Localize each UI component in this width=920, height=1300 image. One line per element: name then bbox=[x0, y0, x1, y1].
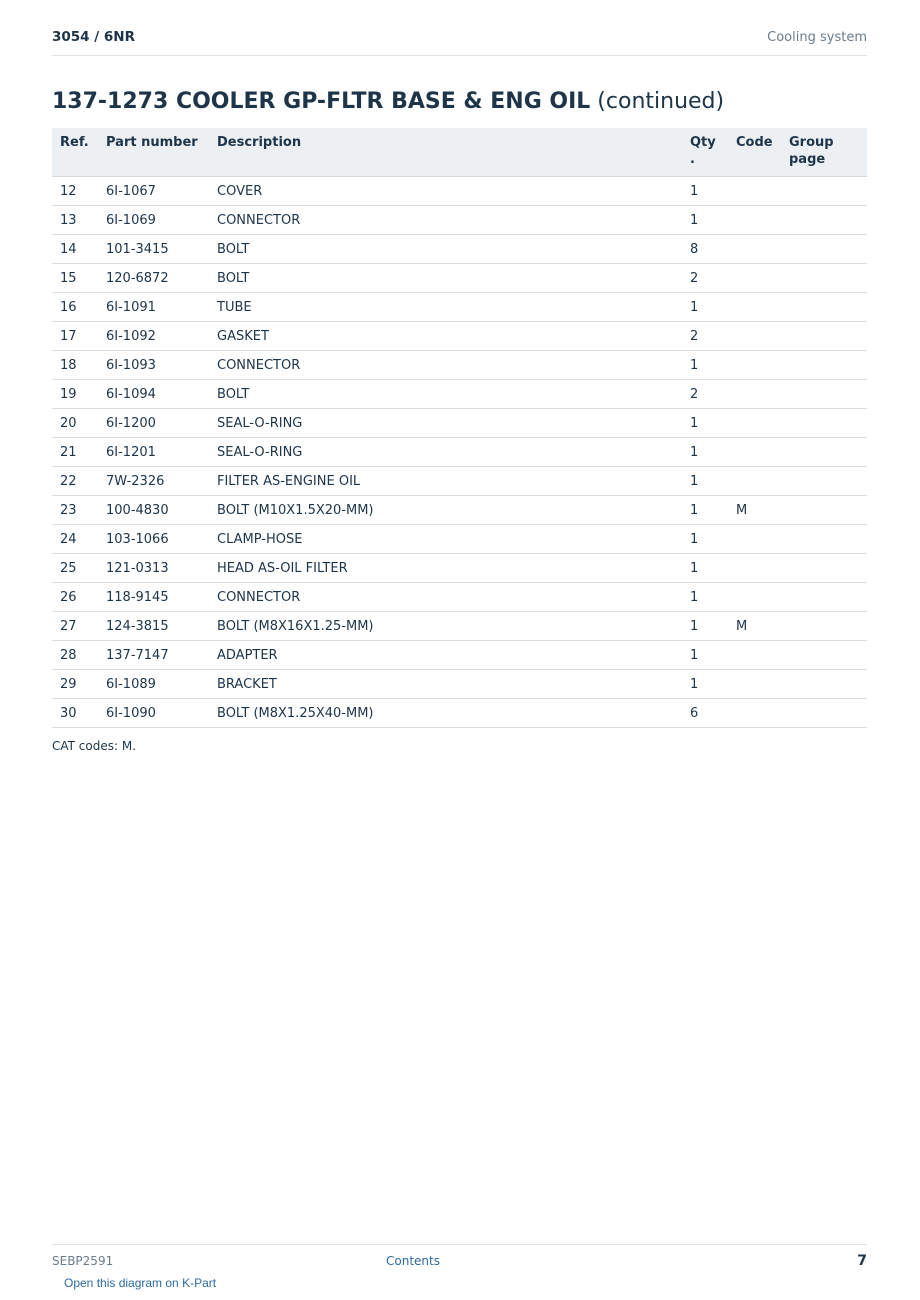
column-header-part-number: Part number bbox=[98, 128, 209, 177]
cell-ref: 14 bbox=[52, 235, 98, 264]
cell-description: BOLT (M8X16X1.25-MM) bbox=[209, 612, 682, 641]
cell-qty: 1 bbox=[682, 467, 728, 496]
table-row bbox=[52, 322, 867, 351]
cell-description: COVER bbox=[209, 177, 682, 206]
group-title: 137-1273 COOLER GP-FLTR BASE & ENG OIL bbox=[52, 89, 591, 114]
cell-code: M bbox=[728, 612, 781, 641]
cell-part-number: 6I-1201 bbox=[98, 438, 209, 467]
cell-description: GASKET bbox=[209, 322, 682, 351]
cell-code bbox=[728, 351, 781, 380]
column-header-qty bbox=[682, 128, 728, 177]
cell-code bbox=[728, 380, 781, 409]
cell-part-number: 124-3815 bbox=[98, 612, 209, 641]
table-row bbox=[52, 264, 867, 293]
column-header-group-page bbox=[781, 128, 867, 177]
cell-group-page bbox=[781, 351, 867, 380]
cell-ref: 28 bbox=[52, 641, 98, 670]
cell-group-page bbox=[781, 380, 867, 409]
cell-group-page bbox=[781, 177, 867, 206]
table-row bbox=[52, 177, 867, 206]
cell-part-number: 6I-1200 bbox=[98, 409, 209, 438]
cell-code bbox=[728, 670, 781, 699]
cell-description: ADAPTER bbox=[209, 641, 682, 670]
cell-group-page bbox=[781, 525, 867, 554]
cell-qty: 8 bbox=[682, 235, 728, 264]
cell-part-number: 101-3415 bbox=[98, 235, 209, 264]
cell-group-page bbox=[781, 670, 867, 699]
parts-table-body bbox=[52, 177, 867, 728]
cell-group-page bbox=[781, 264, 867, 293]
cell-group-page bbox=[781, 409, 867, 438]
cell-qty: 1 bbox=[682, 583, 728, 612]
cell-qty: 1 bbox=[682, 206, 728, 235]
cell-description: TUBE bbox=[209, 293, 682, 322]
cell-qty: 1 bbox=[682, 496, 728, 525]
cell-part-number: 6I-1069 bbox=[98, 206, 209, 235]
cell-code bbox=[728, 293, 781, 322]
cell-group-page bbox=[781, 438, 867, 467]
cell-ref: 19 bbox=[52, 380, 98, 409]
cell-description: BOLT (M10X1.5X20-MM) bbox=[209, 496, 682, 525]
cell-part-number: 6I-1067 bbox=[98, 177, 209, 206]
cell-qty: 2 bbox=[682, 380, 728, 409]
table-row bbox=[52, 380, 867, 409]
table-row bbox=[52, 583, 867, 612]
cell-group-page bbox=[781, 699, 867, 728]
cell-ref: 22 bbox=[52, 467, 98, 496]
cell-group-page bbox=[781, 322, 867, 351]
cell-ref: 27 bbox=[52, 612, 98, 641]
cell-ref: 18 bbox=[52, 351, 98, 380]
cell-code bbox=[728, 583, 781, 612]
cell-qty: 2 bbox=[682, 322, 728, 351]
table-row bbox=[52, 699, 867, 728]
cell-ref: 26 bbox=[52, 583, 98, 612]
cell-part-number: 6I-1092 bbox=[98, 322, 209, 351]
cell-qty: 1 bbox=[682, 670, 728, 699]
table-header-row bbox=[52, 128, 867, 177]
cell-part-number: 6I-1089 bbox=[98, 670, 209, 699]
cell-ref: 20 bbox=[52, 409, 98, 438]
cell-description: BRACKET bbox=[209, 670, 682, 699]
cell-part-number: 118-9145 bbox=[98, 583, 209, 612]
cell-code bbox=[728, 206, 781, 235]
cell-qty: 1 bbox=[682, 409, 728, 438]
table-row bbox=[52, 409, 867, 438]
cell-ref: 25 bbox=[52, 554, 98, 583]
table-row bbox=[52, 467, 867, 496]
group-header-line1: Group bbox=[789, 135, 834, 150]
cell-part-number: 6I-1090 bbox=[98, 699, 209, 728]
cell-code bbox=[728, 438, 781, 467]
cell-code bbox=[728, 322, 781, 351]
cell-group-page bbox=[781, 641, 867, 670]
table-row bbox=[52, 525, 867, 554]
cell-part-number: 121-0313 bbox=[98, 554, 209, 583]
cell-group-page bbox=[781, 496, 867, 525]
cell-group-page bbox=[781, 293, 867, 322]
cell-description: BOLT bbox=[209, 380, 682, 409]
parts-table bbox=[52, 128, 867, 728]
cell-qty: 1 bbox=[682, 351, 728, 380]
cell-qty: 1 bbox=[682, 641, 728, 670]
cell-description: BOLT bbox=[209, 264, 682, 293]
cell-ref: 16 bbox=[52, 293, 98, 322]
cell-description: HEAD AS-OIL FILTER bbox=[209, 554, 682, 583]
cell-part-number: 6I-1093 bbox=[98, 351, 209, 380]
contents-link[interactable]: Contents bbox=[386, 1254, 440, 1268]
cell-group-page bbox=[781, 554, 867, 583]
cell-qty: 1 bbox=[682, 293, 728, 322]
cell-ref: 21 bbox=[52, 438, 98, 467]
cell-description: SEAL-O-RING bbox=[209, 438, 682, 467]
cell-description: CONNECTOR bbox=[209, 351, 682, 380]
cell-ref: 15 bbox=[52, 264, 98, 293]
document-id: SEBP2591 bbox=[52, 1254, 114, 1268]
cell-group-page bbox=[781, 467, 867, 496]
cell-description: BOLT (M8X1.25X40-MM) bbox=[209, 699, 682, 728]
table-row bbox=[52, 554, 867, 583]
cell-group-page bbox=[781, 583, 867, 612]
table-row bbox=[52, 641, 867, 670]
cell-qty: 6 bbox=[682, 699, 728, 728]
cell-ref: 24 bbox=[52, 525, 98, 554]
cell-ref: 29 bbox=[52, 670, 98, 699]
page-title bbox=[52, 89, 724, 114]
cell-part-number: 100-4830 bbox=[98, 496, 209, 525]
cat-codes-note: CAT codes: M. bbox=[52, 739, 137, 753]
table-row bbox=[52, 670, 867, 699]
cell-qty: 1 bbox=[682, 554, 728, 583]
cell-ref: 30 bbox=[52, 699, 98, 728]
table-row bbox=[52, 351, 867, 380]
qty-header-line2: . bbox=[690, 152, 695, 167]
cell-description: SEAL-O-RING bbox=[209, 409, 682, 438]
cell-part-number: 120-6872 bbox=[98, 264, 209, 293]
cell-code bbox=[728, 641, 781, 670]
cell-code bbox=[728, 177, 781, 206]
table-row bbox=[52, 206, 867, 235]
cell-description: CLAMP-HOSE bbox=[209, 525, 682, 554]
cell-qty: 1 bbox=[682, 525, 728, 554]
cell-code: M bbox=[728, 496, 781, 525]
table-row bbox=[52, 235, 867, 264]
page-header bbox=[52, 29, 867, 56]
continued-label: (continued) bbox=[590, 89, 725, 114]
cell-code bbox=[728, 264, 781, 293]
cell-description: CONNECTOR bbox=[209, 583, 682, 612]
cell-part-number: 6I-1091 bbox=[98, 293, 209, 322]
cell-code bbox=[728, 409, 781, 438]
section-label: Cooling system bbox=[767, 30, 867, 45]
cell-ref: 17 bbox=[52, 322, 98, 351]
cell-code bbox=[728, 699, 781, 728]
cell-group-page bbox=[781, 206, 867, 235]
cell-ref: 13 bbox=[52, 206, 98, 235]
model-label: 3054 / 6NR bbox=[52, 29, 135, 45]
cell-part-number: 7W-2326 bbox=[98, 467, 209, 496]
table-row bbox=[52, 496, 867, 525]
cell-part-number: 103-1066 bbox=[98, 525, 209, 554]
cell-ref: 12 bbox=[52, 177, 98, 206]
cell-description: BOLT bbox=[209, 235, 682, 264]
cell-description: FILTER AS-ENGINE OIL bbox=[209, 467, 682, 496]
table-row bbox=[52, 438, 867, 467]
group-header-line2: page bbox=[789, 152, 826, 167]
page-footer bbox=[52, 1244, 867, 1269]
column-header-ref: Ref. bbox=[52, 128, 98, 177]
open-kpart-link[interactable]: Open this diagram on K-Part bbox=[64, 1276, 217, 1290]
cell-code bbox=[728, 525, 781, 554]
qty-header-line1: Qty bbox=[690, 135, 716, 150]
cell-qty: 1 bbox=[682, 177, 728, 206]
cell-qty: 1 bbox=[682, 438, 728, 467]
cell-ref: 23 bbox=[52, 496, 98, 525]
table-row bbox=[52, 293, 867, 322]
cell-part-number: 137-7147 bbox=[98, 641, 209, 670]
cell-group-page bbox=[781, 235, 867, 264]
column-header-code: Code bbox=[728, 128, 781, 177]
cell-qty: 1 bbox=[682, 612, 728, 641]
cell-description: CONNECTOR bbox=[209, 206, 682, 235]
cell-part-number: 6I-1094 bbox=[98, 380, 209, 409]
column-header-description: Description bbox=[209, 128, 682, 177]
cell-qty: 2 bbox=[682, 264, 728, 293]
cell-code bbox=[728, 554, 781, 583]
cell-group-page bbox=[781, 612, 867, 641]
table-row bbox=[52, 612, 867, 641]
page-number: 7 bbox=[857, 1253, 867, 1269]
cell-code bbox=[728, 467, 781, 496]
cell-code bbox=[728, 235, 781, 264]
